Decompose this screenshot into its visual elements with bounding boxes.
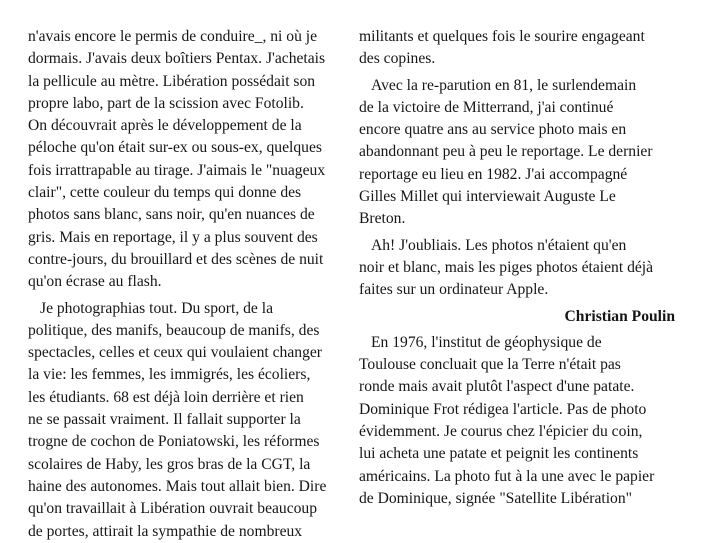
text-line: noir et blanc, mais les piges photos étaient déjà: [359, 258, 654, 276]
text-line: En 1976, l'institut de géophysique de: [371, 333, 602, 351]
text-line: ne se passait vraiment. Il fallait supporter la: [28, 411, 301, 429]
text-line: qu'on écrase au flash.: [28, 273, 162, 291]
right-column: [359, 26, 679, 510]
text-line: évidemment. Je courus chez l'épicier du coin,: [359, 423, 643, 441]
text-line: scolaires de Haby, les gros bras de la CGT, la: [28, 455, 311, 473]
text-line: lui acheta une patate et peignit les continents: [359, 445, 639, 463]
text-line: la pellicule au mètre. Libération possédait son: [28, 72, 316, 90]
text-line: militants et quelques fois le sourire engageant: [359, 28, 645, 45]
text-line: politique, des manifs, beaucoup de manifs, des: [28, 321, 320, 339]
text-line: qu'on travaillait à Libération ouvrait beaucoup: [28, 500, 318, 518]
left-column: [28, 26, 358, 543]
text-line: américains. La photo fut à la une avec le papier: [359, 467, 655, 485]
text-line: Breton.: [359, 210, 406, 228]
text-line: On découvrait après le développement de la: [28, 117, 302, 135]
text-line: faites sur un ordinateur Apple.: [359, 281, 549, 299]
text-line: reportage eu lieu en 1982. J'ai accompagné: [359, 165, 628, 183]
text-line: propre labo, part de la scission avec Fotolib.: [28, 94, 304, 112]
text-line: clair", cette couleur du temps qui donne des: [28, 184, 302, 202]
text-line: gris. Mais en reportage, il y a plus souvent des: [28, 228, 318, 246]
text-line: fois irrattrapable au tirage. J'aimais le "nuageux: [28, 161, 326, 179]
paragraph-left-2: [28, 298, 358, 543]
paragraph-right-3: [359, 235, 679, 302]
text-line: Ah! J'oubliais. Les photos n'étaient qu'en: [371, 236, 627, 254]
text-line: abandonnant peu à peu le reportage. Le dernier: [359, 143, 653, 161]
text-line: dormais. J'avais deux boîtiers Pentax. J'achetais: [28, 50, 326, 68]
text-line: de portes, attirait la sympathie de nombreux: [28, 522, 303, 540]
text-line: Toulouse concluait que la Terre n'était pas: [359, 356, 621, 374]
text-line: péloche qu'on était sur-ex ou sous-ex, quelques: [28, 139, 322, 157]
paragraph-left-1: [28, 26, 358, 294]
paragraph-right-4: [359, 332, 679, 510]
text-line: spectacles, celles et ceux qui voulaient changer: [28, 344, 322, 362]
text-line: Avec la re-parution en 81, le surlendemain: [371, 76, 637, 94]
text-line: photos sans blanc, sans noir, qu'en nuances de: [28, 206, 315, 224]
text-line: contre-jours, du brouillard et des scènes de nuit: [28, 250, 324, 268]
text-line: Dominique Frot rédigea l'article. Pas de photo: [359, 400, 647, 418]
text-line: les étudiants. 68 est déjà loin derrière et rien: [28, 388, 304, 406]
text-line: encore quatre ans au service photo mais en: [359, 121, 627, 139]
text-line: la vie: les femmes, les immigrés, les écoliers,: [28, 366, 311, 384]
text-line: de la victoire de Mitterrand, j'ai continué: [359, 98, 614, 116]
text-line: de Dominique, signée "Satellite Libération": [359, 489, 632, 507]
text-line: des copines.: [359, 50, 436, 68]
text-line: Je photographias tout. Du sport, de la: [40, 299, 274, 317]
text-line: Gilles Millet qui interviewait Auguste Le: [359, 188, 616, 206]
paragraph-right-1: [359, 26, 679, 71]
text-line: trogne de cochon de Poniatowski, les réformes: [28, 433, 320, 451]
paragraph-right-2: [359, 75, 679, 231]
text-line: haine des autonomes. Mais tout allait bien. Dire: [28, 477, 327, 495]
text-line: ronde mais avait plutôt l'aspect d'une patate.: [359, 378, 635, 396]
text-line: n'avais encore le permis de conduire_, ni où je: [28, 28, 318, 45]
author-signature: Christian Poulin: [564, 307, 675, 325]
